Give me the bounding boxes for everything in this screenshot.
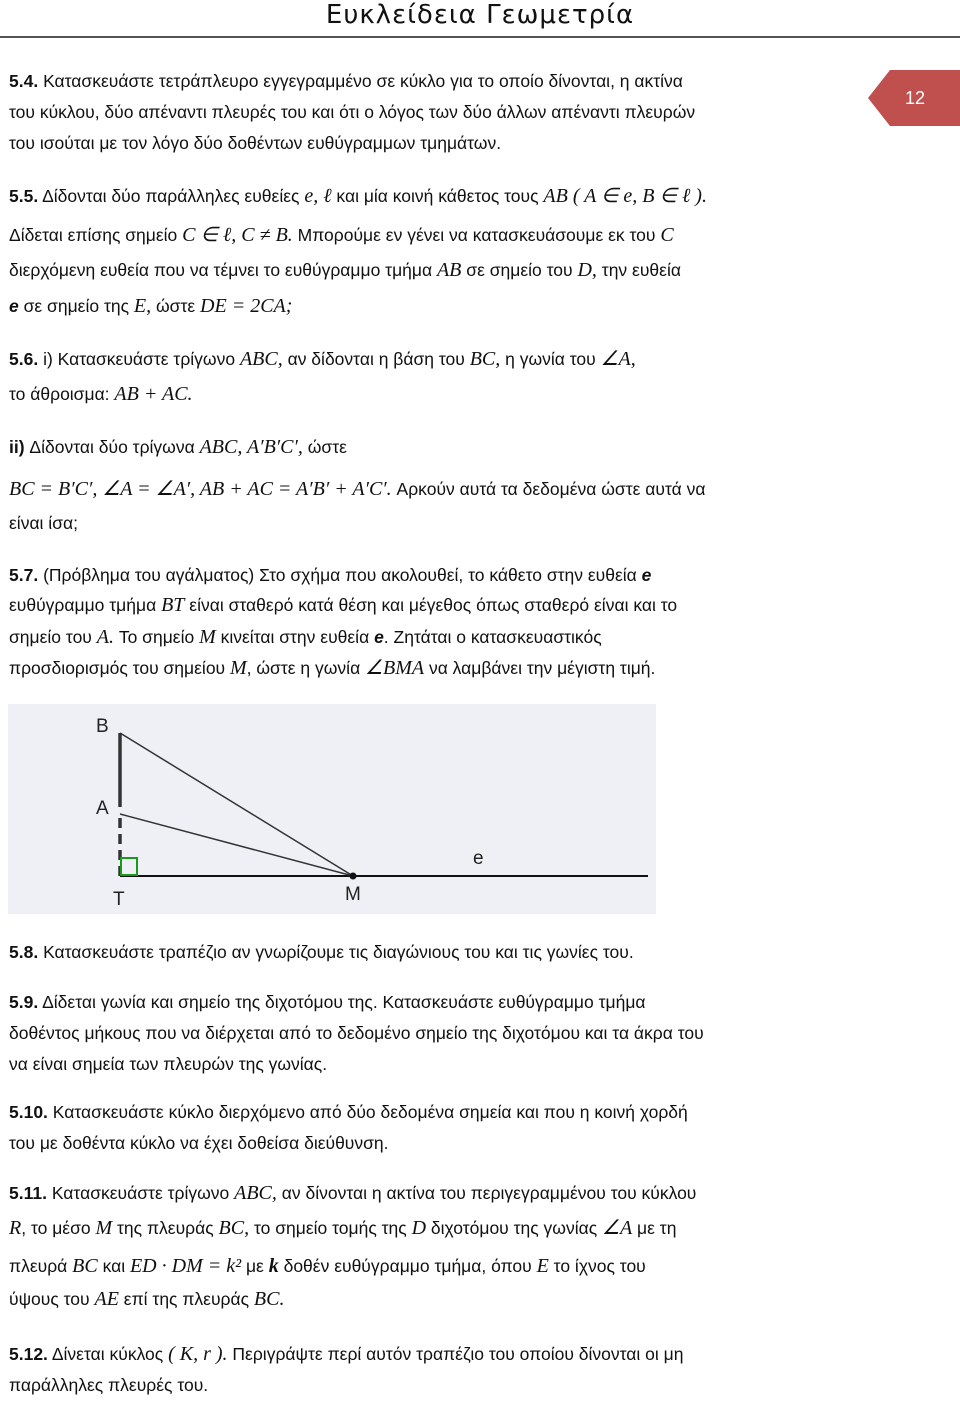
text: i) Κατασκευάστε τρίγωνο <box>38 349 240 369</box>
statue-problem-figure <box>8 704 656 914</box>
math: e, ℓ <box>304 185 332 207</box>
math: D, <box>577 259 597 281</box>
text: δοθέν ευθύγραμμο τμήμα, όπου <box>278 1256 537 1276</box>
text: Το σημείο <box>113 627 200 647</box>
text: και μία κοινή κάθετος τους <box>331 186 544 206</box>
exercise-number: 5.10. <box>9 1102 48 1122</box>
right-angle-marker <box>121 858 137 875</box>
page-header-title: Ευκλείδεια Γεωμετρία <box>325 0 635 30</box>
math: ∠A <box>602 1217 633 1239</box>
exercise-5-6-line-3 <box>9 432 347 463</box>
geometry-diagram <box>8 704 656 914</box>
header-divider <box>0 36 960 38</box>
text: επί της πλευράς <box>118 1289 254 1309</box>
math: E, <box>133 295 152 317</box>
exercise-5-4-line-2: του κύκλου, δύο απέναντι πλευρές του και ότι ο λόγος των δύο άλλων απέναντι πλευρών <box>9 102 696 122</box>
exercise-5-11-line-4 <box>9 1284 284 1315</box>
math: ABC, <box>239 348 283 370</box>
text: Δίνεται κύκλος <box>47 1344 169 1364</box>
math: BC <box>72 1255 98 1277</box>
text: κινείται στην ευθεία <box>215 627 375 647</box>
exercise-5-9-line-1 <box>9 987 646 1018</box>
text: . Ζητάται ο κατασκευαστικός <box>383 627 602 647</box>
exercise-5-6-line-4 <box>9 474 705 505</box>
math: BT <box>161 594 185 616</box>
math: A. <box>96 626 114 648</box>
exercise-5-10-line-1 <box>9 1097 688 1128</box>
math: ∠BMA <box>365 657 425 679</box>
line-e: e <box>9 296 19 316</box>
math: M <box>229 657 247 679</box>
math: AB + AC. <box>114 383 193 405</box>
math: BC. <box>253 1288 285 1310</box>
text: Δίδεται γωνία και σημείο της διχοτόμου της. Κατασκευάστε ευθύγραμμο τμήμα <box>38 992 646 1012</box>
text: της πλευράς <box>112 1218 219 1238</box>
text: διχοτόμου της γωνίας <box>426 1218 603 1238</box>
label-B: B <box>96 716 109 737</box>
text: ώστε <box>151 296 201 316</box>
label-A: A <box>96 798 109 819</box>
text: Δίδεται επίσης σημείο <box>9 225 183 245</box>
text: Περιγράψτε περί αυτόν τραπέζιο του οποίου δίνονται οι μη <box>227 1344 684 1364</box>
exercise-5-11-line-2 <box>9 1213 676 1244</box>
text: Δίδονται δύο παράλληλες ευθείες <box>38 186 305 206</box>
text: Αρκούν αυτά τα δεδομένα ώστε αυτά να <box>391 479 706 499</box>
math: DE = 2CA; <box>200 295 293 317</box>
text: με τη <box>632 1218 677 1238</box>
exercise-5-7-line-4 <box>9 653 655 684</box>
math: D <box>411 1217 427 1239</box>
math: C <box>660 224 674 246</box>
exercise-number: 5.4. <box>9 71 39 91</box>
text: προσδιορισμός του σημείου <box>9 658 230 678</box>
text: σημείο του <box>9 627 97 647</box>
text: το ίχνος του <box>548 1256 646 1276</box>
text: Κατασκευάστε τραπέζιο αν γνωρίζουμε τις διαγώνιους του και τις γωνίες του. <box>38 942 634 962</box>
label-M: M <box>345 884 361 905</box>
exercise-5-5-line-2 <box>9 220 674 251</box>
text: το σημείο τομής της <box>249 1218 412 1238</box>
text: και <box>97 1256 130 1276</box>
exercise-number: 5.7. <box>9 565 39 585</box>
exercise-5-6-line-1 <box>9 344 636 375</box>
exercise-5-5-line-1 <box>9 181 707 212</box>
text: είναι σταθερό κατά θέση και μέγεθος όπως σταθερό είναι και το <box>184 595 678 615</box>
exercise-5-4-line-1 <box>9 66 683 97</box>
text: Κατασκευάστε κύκλο διερχόμενο από δύο δεδομένα σημεία και που η κοινή χορδή <box>47 1102 688 1122</box>
line-e: e <box>374 627 384 647</box>
exercise-5-5-line-4 <box>9 291 292 322</box>
math: AB <box>436 259 462 281</box>
exercise-5-11-line-3 <box>9 1251 646 1282</box>
text: διερχόμενη ευθεία που να τέμνει το ευθύγραμμο τμήμα <box>9 260 437 280</box>
text: με <box>241 1256 269 1276</box>
exercise-5-9-line-3: να είναι σημεία των πλευρών της γωνίας. <box>9 1054 328 1074</box>
line-e: e <box>641 565 652 585</box>
exercise-5-12-line-2: παράλληλες πλευρές του. <box>9 1375 209 1395</box>
math: AB ( A ∈ e, B ∈ ℓ ). <box>543 185 707 207</box>
label-T: T <box>113 889 125 910</box>
text: αν δίνονται η ακτίνα του περιγεγραμμένου του κύκλου <box>276 1183 697 1203</box>
math: ( K, r ). <box>168 1343 228 1365</box>
math-k: k <box>268 1255 279 1277</box>
exercise-5-9-line-2: δοθέντος μήκους που να διέρχεται από το δεδομένο σημείο της διχοτόμου και τα άκρα του <box>9 1023 704 1043</box>
part-number: ii) <box>9 437 25 457</box>
text: , ώστε η γωνία <box>246 658 366 678</box>
math: M <box>95 1217 113 1239</box>
exercise-5-6-line-2 <box>9 379 193 410</box>
text: σε σημείο της <box>18 296 134 316</box>
text: πλευρά <box>9 1256 73 1276</box>
label-e: e <box>473 848 484 869</box>
exercise-5-10-line-2: του με δοθέντα κύκλο να έχει δοθείσα διεύθυνση. <box>9 1133 389 1153</box>
text: την ευθεία <box>596 260 681 280</box>
text: , το μέσο <box>21 1218 96 1238</box>
text: το άθροισμα: <box>9 384 115 404</box>
text: να λαμβάνει την μέγιστη τιμή. <box>424 658 656 678</box>
exercise-5-7-line-3 <box>9 622 602 653</box>
text: σε σημείο του <box>461 260 578 280</box>
exercise-5-12-line-1 <box>9 1339 683 1370</box>
math: ∠A, <box>600 348 636 370</box>
text: Μπορούμε εν γένει να κατασκευάσουμε εκ του <box>292 225 661 245</box>
math: ED · DM = k² <box>129 1255 242 1277</box>
page-number-badge <box>868 70 960 126</box>
exercise-5-11-line-1 <box>9 1178 696 1209</box>
exercise-5-4-line-3: του ισούται με τον λόγο δύο δοθέντων ευθύγραμμων τμημάτων. <box>9 133 502 153</box>
exercise-5-5-line-3 <box>9 255 681 286</box>
exercise-number: 5.11. <box>9 1183 47 1203</box>
math: C ∈ ℓ, C ≠ B. <box>182 224 293 246</box>
exercise-number: 5.5. <box>9 186 39 206</box>
math: AE <box>94 1288 119 1310</box>
math: ABC, <box>234 1182 277 1204</box>
math: E <box>536 1255 549 1277</box>
page-number: 12 <box>904 88 926 108</box>
text: αν δίδονται η βάση του <box>282 349 470 369</box>
math: BC = B′C′, ∠A = ∠A′, AB + AC = A′B′ + A′C′. <box>9 478 392 500</box>
exercise-number: 5.8. <box>9 942 39 962</box>
text: Κατασκευάστε τρίγωνο <box>46 1183 235 1203</box>
point-M <box>350 873 357 880</box>
exercise-5-8 <box>9 937 634 968</box>
exercise-number: 5.12. <box>9 1344 48 1364</box>
text: (Πρόβλημα του αγάλματος) Στο σχήμα που ακολουθεί, το κάθετο στην ευθεία <box>38 565 642 585</box>
exercise-5-7-line-1 <box>9 560 651 591</box>
text: η γωνία του <box>500 349 601 369</box>
math: BC, <box>218 1217 250 1239</box>
math: R <box>9 1217 22 1239</box>
math: BC, <box>469 348 501 370</box>
math: ABC, A′B′C′, <box>199 436 303 458</box>
text: ύψους του <box>9 1289 95 1309</box>
math: M <box>199 626 216 648</box>
text: Κατασκευάστε τετράπλευρο εγγεγραμμένο σε κύκλο για το οποίο δίνονται, η ακτίνα <box>38 71 683 91</box>
text: ευθύγραμμο τμήμα <box>9 595 162 615</box>
exercise-number: 5.9. <box>9 992 39 1012</box>
exercise-number: 5.6. <box>9 349 39 369</box>
exercise-5-7-line-2 <box>9 590 677 621</box>
text: Δίδονται δύο τρίγωνα <box>24 437 200 457</box>
exercise-5-6-line-5: είναι ίσα; <box>9 513 78 533</box>
segment-AM <box>120 814 353 876</box>
segment-BM <box>120 733 353 876</box>
text: ώστε <box>302 437 347 457</box>
